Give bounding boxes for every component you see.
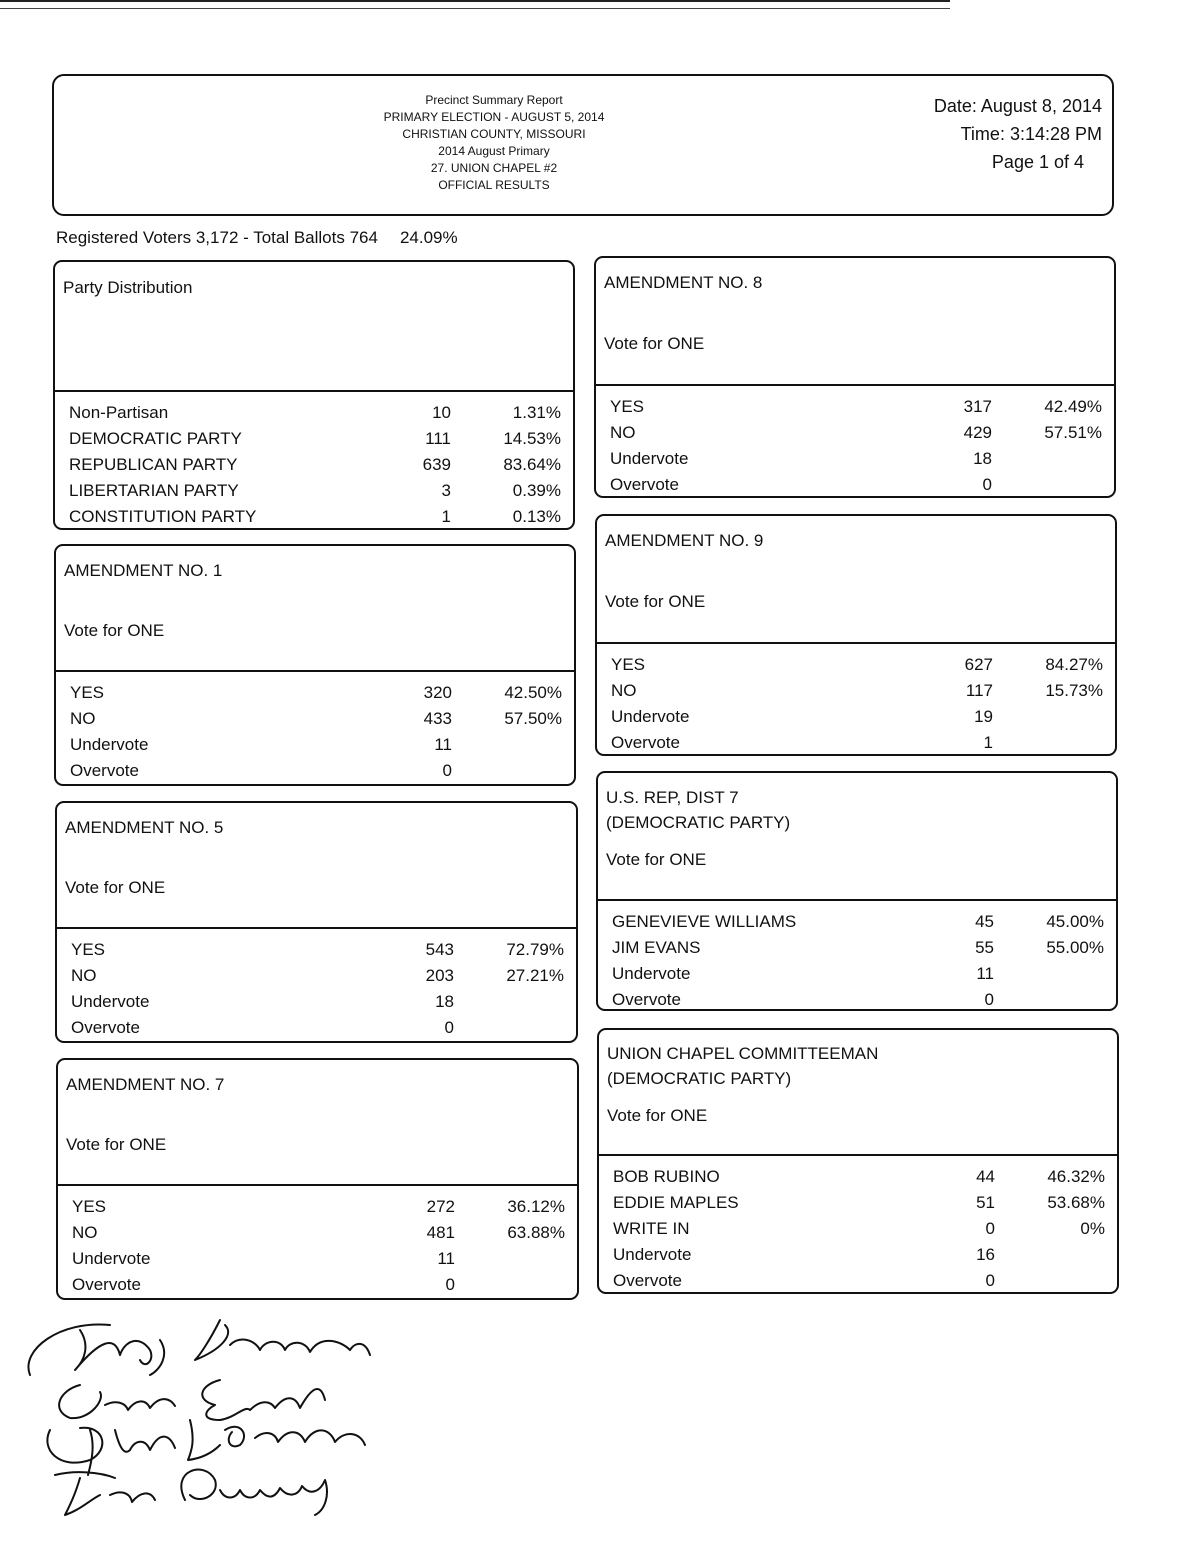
- row-label: YES: [71, 940, 106, 959]
- row-votes: 0: [985, 1219, 995, 1238]
- contest-party: (DEMOCRATIC PARTY): [607, 1069, 792, 1088]
- row-label: NO: [611, 681, 637, 700]
- report-header: [52, 74, 1114, 216]
- table-row: [55, 452, 573, 478]
- amendment-7-box: [56, 1058, 579, 1300]
- table-row: [58, 1272, 577, 1298]
- row-percent: 36.12%: [507, 1197, 565, 1216]
- row-label: EDDIE MAPLES: [613, 1193, 739, 1212]
- row-percent: 83.64%: [503, 455, 561, 474]
- row-label: WRITE IN: [613, 1219, 690, 1238]
- contest-title: AMENDMENT NO. 8: [604, 273, 763, 292]
- table-row: [58, 1246, 577, 1272]
- row-label: GENEVIEVE WILLIAMS: [612, 912, 797, 931]
- results-table: [599, 1156, 1117, 1294]
- county-name: CHRISTIAN COUNTY, MISSOURI: [402, 127, 586, 141]
- amendment-8-box: [594, 256, 1116, 498]
- row-votes: 51: [976, 1193, 995, 1212]
- row-votes: 55: [975, 938, 994, 957]
- table-row: [57, 1015, 576, 1041]
- row-percent: 0.13%: [512, 507, 561, 526]
- row-votes: 1: [983, 733, 993, 752]
- row-percent: 42.50%: [504, 683, 562, 702]
- row-votes: 433: [423, 709, 452, 728]
- table-row: [57, 963, 576, 989]
- row-votes: 317: [963, 397, 992, 416]
- signature-stroke: [28, 1324, 164, 1375]
- vote-for-label: Vote for ONE: [607, 1106, 708, 1125]
- page-number: Page 1 of 4: [991, 152, 1084, 172]
- row-votes: 111: [425, 429, 451, 448]
- contest-party: (DEMOCRATIC PARTY): [606, 813, 791, 832]
- results-table: [597, 644, 1115, 756]
- vote-for-label: Vote for ONE: [605, 592, 706, 611]
- results-table: [598, 901, 1116, 1013]
- table-row: [597, 704, 1115, 730]
- row-label: YES: [611, 655, 646, 674]
- results-table: [56, 672, 574, 784]
- table-row: [55, 426, 573, 452]
- table-row: [596, 420, 1114, 446]
- row-percent: 53.68%: [1047, 1193, 1105, 1212]
- report-meta: [934, 92, 1102, 176]
- row-votes: 10: [432, 403, 451, 422]
- table-row: [56, 706, 574, 732]
- row-label: NO: [610, 423, 636, 442]
- row-label: YES: [610, 397, 645, 416]
- row-label: Overvote: [613, 1271, 682, 1290]
- row-percent: 14.53%: [503, 429, 561, 448]
- row-label: Undervote: [70, 735, 149, 754]
- table-row: [597, 652, 1115, 678]
- signature-stroke: [55, 1472, 155, 1515]
- row-label: Overvote: [611, 733, 680, 752]
- vote-for-label: Vote for ONE: [66, 1135, 167, 1154]
- contest-title: AMENDMENT NO. 5: [65, 818, 224, 837]
- contest-title: U.S. REP, DIST 7: [606, 788, 739, 807]
- row-label: Undervote: [611, 707, 690, 726]
- row-votes: 481: [426, 1223, 455, 1242]
- table-row: [596, 394, 1114, 420]
- row-label: Undervote: [72, 1249, 151, 1268]
- row-percent: 84.27%: [1045, 655, 1103, 674]
- row-label: REPUBLICAN PARTY: [69, 455, 238, 474]
- turnout-text: Registered Voters 3,172 - Total Ballots 764: [56, 228, 378, 247]
- signature-stroke: [188, 1420, 365, 1460]
- row-label: LIBERTARIAN PARTY: [69, 481, 239, 500]
- table-row: [597, 730, 1115, 756]
- table-row: [56, 732, 574, 758]
- results-table: [596, 386, 1114, 498]
- table-row: [57, 937, 576, 963]
- turnout-percent: 24.09%: [399, 228, 458, 247]
- table-row: [55, 504, 573, 530]
- signatures-image: [20, 1300, 440, 1530]
- results-table: [58, 1186, 577, 1298]
- table-row: [598, 961, 1116, 987]
- row-percent: 63.88%: [507, 1223, 565, 1242]
- contest-title: AMENDMENT NO. 7: [66, 1075, 225, 1094]
- signature-stroke: [59, 1385, 175, 1418]
- us-rep-dist-7-box: [596, 771, 1118, 1011]
- row-votes: 19: [974, 707, 993, 726]
- row-votes: 117: [965, 681, 993, 700]
- row-label: YES: [72, 1197, 107, 1216]
- row-percent: 72.79%: [506, 940, 564, 959]
- row-votes: 3: [441, 481, 451, 500]
- row-votes: 1: [441, 507, 451, 526]
- report-title: Precinct Summary Report: [425, 93, 563, 107]
- table-row: [58, 1220, 577, 1246]
- union-chapel-committeeman-box: [597, 1028, 1119, 1294]
- row-label: Undervote: [71, 992, 150, 1011]
- row-votes: 639: [422, 455, 451, 474]
- report-date: Date: August 8, 2014: [933, 96, 1102, 116]
- row-votes: 0: [442, 761, 452, 780]
- table-row: [599, 1268, 1117, 1294]
- signature-stroke: [181, 1470, 327, 1515]
- table-row: [58, 1194, 577, 1220]
- signature-stroke: [202, 1380, 325, 1420]
- row-label: BOB RUBINO: [613, 1167, 720, 1186]
- table-row: [56, 680, 574, 706]
- vote-for-label: Vote for ONE: [64, 621, 165, 640]
- row-percent: 0.39%: [512, 481, 561, 500]
- row-label: Undervote: [610, 449, 689, 468]
- row-percent: 45.00%: [1046, 912, 1104, 931]
- row-label: NO: [72, 1223, 98, 1242]
- row-votes: 11: [976, 964, 994, 983]
- vote-for-label: Vote for ONE: [604, 334, 705, 353]
- row-votes: 0: [445, 1275, 455, 1294]
- election-label: 2014 August Primary: [438, 144, 550, 158]
- row-label: Overvote: [71, 1018, 140, 1037]
- row-votes: 16: [976, 1245, 995, 1264]
- row-votes: 45: [975, 912, 994, 931]
- row-label: NO: [70, 709, 96, 728]
- row-percent: 46.32%: [1047, 1167, 1105, 1186]
- report-title-block: [354, 92, 634, 194]
- row-label: NO: [71, 966, 97, 985]
- row-votes: 0: [984, 990, 994, 1009]
- contest-title: UNION CHAPEL COMMITTEEMAN: [607, 1044, 879, 1063]
- precinct-name: 27. UNION CHAPEL #2: [430, 161, 558, 175]
- table-row: [599, 1242, 1117, 1268]
- row-label: Overvote: [72, 1275, 141, 1294]
- row-label: Undervote: [613, 1245, 692, 1264]
- results-table: [57, 929, 576, 1041]
- signature-stroke: [195, 1320, 370, 1360]
- party-distribution-box: [53, 260, 575, 530]
- amendment-1-box: [54, 544, 576, 786]
- row-votes: 320: [423, 683, 452, 702]
- results-table: [55, 392, 573, 530]
- row-votes: 203: [425, 966, 454, 985]
- row-votes: 11: [437, 1249, 455, 1268]
- contest-title: Party Distribution: [63, 278, 193, 297]
- row-votes: 44: [976, 1167, 995, 1186]
- row-votes: 0: [444, 1018, 454, 1037]
- row-percent: 1.31%: [512, 403, 561, 422]
- table-row: [598, 909, 1116, 935]
- row-votes: 429: [963, 423, 992, 442]
- signature-stroke: [47, 1428, 175, 1475]
- row-percent: 27.21%: [506, 966, 564, 985]
- table-row: [599, 1164, 1117, 1190]
- row-votes: 272: [426, 1197, 455, 1216]
- row-label: CONSTITUTION PARTY: [69, 507, 257, 526]
- contest-title: AMENDMENT NO. 9: [605, 531, 764, 550]
- election-name: PRIMARY ELECTION - AUGUST 5, 2014: [383, 110, 605, 124]
- row-votes: 0: [982, 475, 992, 494]
- row-label: Overvote: [610, 475, 679, 494]
- top-border-line: [0, 0, 950, 9]
- table-row: [55, 400, 573, 426]
- amendment-5-box: [55, 801, 578, 1043]
- row-percent: 55.00%: [1046, 938, 1104, 957]
- table-row: [596, 472, 1114, 498]
- results-status: OFFICIAL RESULTS: [438, 178, 550, 192]
- row-percent: 57.51%: [1044, 423, 1102, 442]
- row-label: DEMOCRATIC PARTY: [69, 429, 242, 448]
- row-label: Overvote: [612, 990, 681, 1009]
- table-row: [596, 446, 1114, 472]
- table-row: [599, 1216, 1117, 1242]
- row-votes: 18: [435, 992, 454, 1011]
- row-percent: 0%: [1080, 1219, 1105, 1238]
- row-votes: 0: [985, 1271, 995, 1290]
- row-label: Overvote: [70, 761, 139, 780]
- table-row: [57, 989, 576, 1015]
- table-row: [56, 758, 574, 784]
- row-percent: 42.49%: [1044, 397, 1102, 416]
- row-percent: 15.73%: [1045, 681, 1103, 700]
- row-percent: 57.50%: [504, 709, 562, 728]
- row-label: YES: [70, 683, 105, 702]
- amendment-9-box: [595, 514, 1117, 756]
- row-votes: 627: [964, 655, 993, 674]
- table-row: [597, 678, 1115, 704]
- report-time: Time: 3:14:28 PM: [960, 124, 1102, 144]
- row-votes: 11: [434, 735, 452, 754]
- row-votes: 18: [973, 449, 992, 468]
- table-row: [598, 935, 1116, 961]
- row-votes: 543: [425, 940, 454, 959]
- table-row: [599, 1190, 1117, 1216]
- row-label: Undervote: [612, 964, 691, 983]
- contest-title: AMENDMENT NO. 1: [64, 561, 223, 580]
- vote-for-label: Vote for ONE: [65, 878, 166, 897]
- row-label: Non-Partisan: [69, 403, 169, 422]
- row-label: JIM EVANS: [612, 938, 701, 957]
- table-row: [598, 987, 1116, 1013]
- table-row: [55, 478, 573, 504]
- vote-for-label: Vote for ONE: [606, 850, 707, 869]
- turnout-summary: [56, 228, 458, 248]
